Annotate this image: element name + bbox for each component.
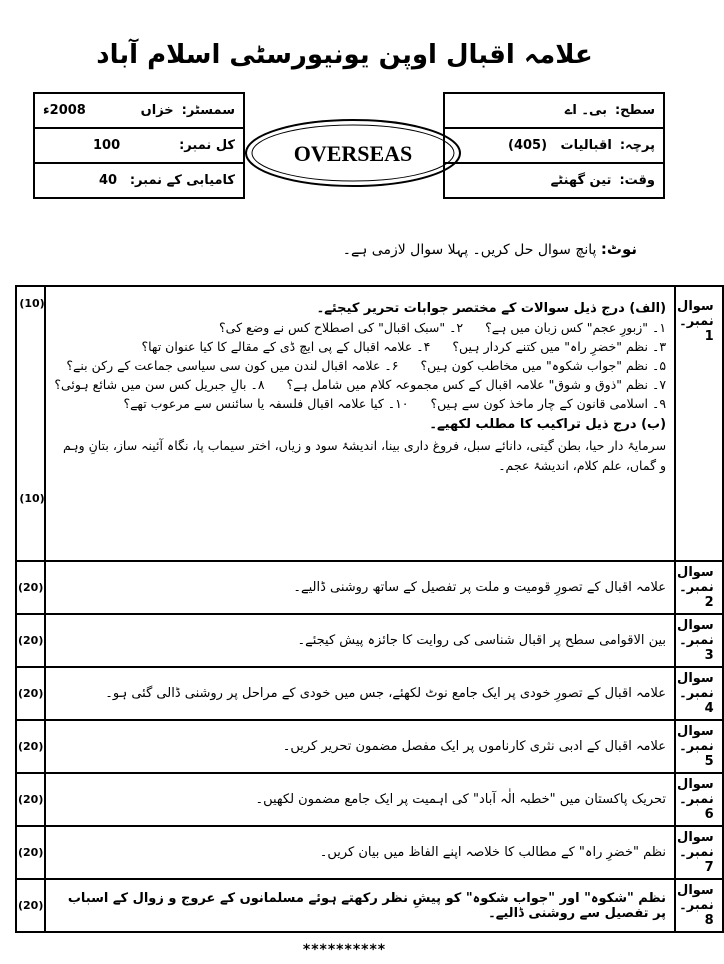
question-5-text: علامہ اقبال کے ادبی نثری کارناموں پر ایک مفصل مضمون تحریر کریں۔ [45, 720, 675, 773]
question-1-marks [16, 286, 45, 561]
paper-cell [444, 128, 664, 163]
paper-value: اقبالیات [560, 138, 612, 153]
question-row-8 [16, 879, 723, 932]
question-8-marks: (20) [16, 879, 45, 932]
pass-marks-value: 40 [99, 173, 118, 188]
semester-label: سمسٹر: [181, 103, 235, 118]
question-2-number: سوال نمبر۔ 2 [675, 561, 723, 614]
question-5-marks: (20) [16, 720, 45, 773]
question-row-7 [16, 826, 723, 879]
question-6-number: سوال نمبر۔ 6 [675, 773, 723, 826]
semester-value: خزاں [140, 103, 174, 118]
question-row-4 [16, 667, 723, 720]
question-1-part-a-heading: (الف) درج ذیل سوالات کے مختصر جوابات تحریر کیجئے۔ [316, 301, 667, 316]
question-2-marks: (20) [16, 561, 45, 614]
question-1-item: ۴۔ علامہ اقبال کے پی ایچ ڈی کے مقالے کا کیا عنوان تھا؟ [141, 339, 431, 354]
question-1-marks-b: (10) [19, 492, 45, 505]
question-7-text: نظم "خضرِ راہ" کے مطالب کا خلاصہ اپنے الفاظ میں بیان کریں۔ [45, 826, 675, 879]
badge-text: OVERSEAS [293, 141, 413, 166]
question-1-item: ۵۔ نظم "جواب شکوہ" میں مخاطب کون ہیں؟ [420, 358, 667, 373]
exam-info-right [443, 92, 665, 199]
question-row-5 [16, 720, 723, 773]
overseas-badge [243, 117, 463, 189]
question-1-line [54, 320, 666, 335]
question-1-item: ۱۔ "زبورِ عجم" کس زبان میں ہے؟ [485, 320, 667, 335]
question-1-marks-a: (10) [19, 297, 45, 310]
question-1-item: ۹۔ اسلامی قانون کے چار ماخذ کون سے ہیں؟ [430, 396, 667, 411]
question-1-item: ۷۔ نظم "ذوق و شوق" علامہ اقبال کے کس مجموعہ کلام میں شامل ہے؟ [286, 377, 667, 392]
end-of-paper-marker: ********** [302, 942, 387, 958]
question-1-line [54, 358, 666, 373]
question-4-text: علامہ اقبال کے تصورِ خودی پر ایک جامع نوٹ لکھئے، جس میں خودی کے مراحل پر روشنی ڈالی گئی ہو۔ [45, 667, 675, 720]
question-3-number: سوال نمبر۔ 3 [675, 614, 723, 667]
question-7-marks: (20) [16, 826, 45, 879]
level-value: بی۔ اے [564, 103, 607, 118]
question-row-1 [16, 286, 723, 561]
instruction-note [343, 240, 637, 258]
question-1-number: سوال نمبر۔ 1 [675, 286, 723, 561]
question-1-part-b-heading: (ب) درج ذیل تراکیب کا مطلب لکھیے۔ [429, 417, 667, 432]
page-title: علامہ اقبال اوپن یونیورسٹی اسلام آباد [96, 40, 593, 70]
time-cell [444, 163, 664, 198]
pass-marks-cell [34, 163, 244, 198]
level-cell [444, 93, 664, 128]
paper-label: پرچہ: [619, 138, 655, 153]
question-4-marks: (20) [16, 667, 45, 720]
question-1-part-b-terms: سرمایۂ دار حیا، بطن گیتی، دانائے سبل، فروغ داری بینا، اندیشۂ سود و زیاں، اختر سیماب پا، نگاہ آئینہ ساز، بتانِ وہم و گماں، علم کلام، اندیشۂ عجم۔ [62, 438, 667, 473]
question-7-number: سوال نمبر۔ 7 [675, 826, 723, 879]
question-1-item: ۳۔ نظم "خضرِ راہ" میں کتنے کردار ہیں؟ [452, 339, 667, 354]
question-4-number: سوال نمبر۔ 4 [675, 667, 723, 720]
question-1-item: ۸۔ بالِ جبریل کس سن میں شائع ہوئی؟ [54, 377, 265, 392]
paper-code: (405) [508, 138, 548, 153]
question-6-marks: (20) [16, 773, 45, 826]
question-1-item: ۲۔ "سبک اقبال" کی اصطلاح کس نے وضع کی؟ [219, 320, 464, 335]
question-8-number: سوال نمبر۔ 8 [675, 879, 723, 932]
question-8-text: نظم "شکوہ" اور "جواب شکوہ" کو پیشِ نظر رکھتے ہوئے مسلمانوں کے عروج و زوال کے اسباب پر تفصیل سے روشنی ڈالیے۔ [45, 879, 675, 932]
question-row-3 [16, 614, 723, 667]
questions-table [15, 285, 724, 933]
question-5-number: سوال نمبر۔ 5 [675, 720, 723, 773]
question-row-2 [16, 561, 723, 614]
question-1-line [54, 339, 666, 354]
pass-marks-label: کامیابی کے نمبر: [129, 173, 235, 188]
question-1-line [54, 396, 666, 411]
question-1-line [54, 377, 666, 392]
question-3-text: بین الاقوامی سطح پر اقبال شناسی کی روایت کا جائزہ پیش کیجئے۔ [45, 614, 675, 667]
question-2-text: علامہ اقبال کے تصورِ قومیت و ملت پر تفصیل کے ساتھ روشنی ڈالیے۔ [45, 561, 675, 614]
level-label: سطح: [614, 103, 655, 118]
question-6-text: تحریک پاکستان میں "خطبہ الٰہ آباد" کی اہمیت پر ایک جامع مضمون لکھیں۔ [45, 773, 675, 826]
question-1-item: ۱۰۔ کیا علامہ اقبال فلسفہ یا سائنس سے مرعوب تھے؟ [123, 396, 409, 411]
semester-cell [34, 93, 244, 128]
total-marks-value: 100 [93, 138, 121, 153]
note-text: پانچ سوال حل کریں۔ پہلا سوال لازمی ہے۔ [342, 242, 597, 258]
exam-year: 2008ء [43, 103, 86, 118]
total-marks-label: کل نمبر: [179, 138, 235, 153]
exam-info-left [33, 92, 245, 199]
question-1-body [45, 286, 675, 561]
time-value: تین گھنٹے [550, 173, 612, 188]
question-3-marks: (20) [16, 614, 45, 667]
note-label: نوٹ: [600, 240, 637, 258]
question-1-item: ۶۔ علامہ اقبال لندن میں کون سی سیاسی جماعت کے رکن بنے؟ [66, 358, 399, 373]
time-label: وقت: [619, 173, 655, 188]
question-row-6 [16, 773, 723, 826]
total-marks-cell [34, 128, 244, 163]
